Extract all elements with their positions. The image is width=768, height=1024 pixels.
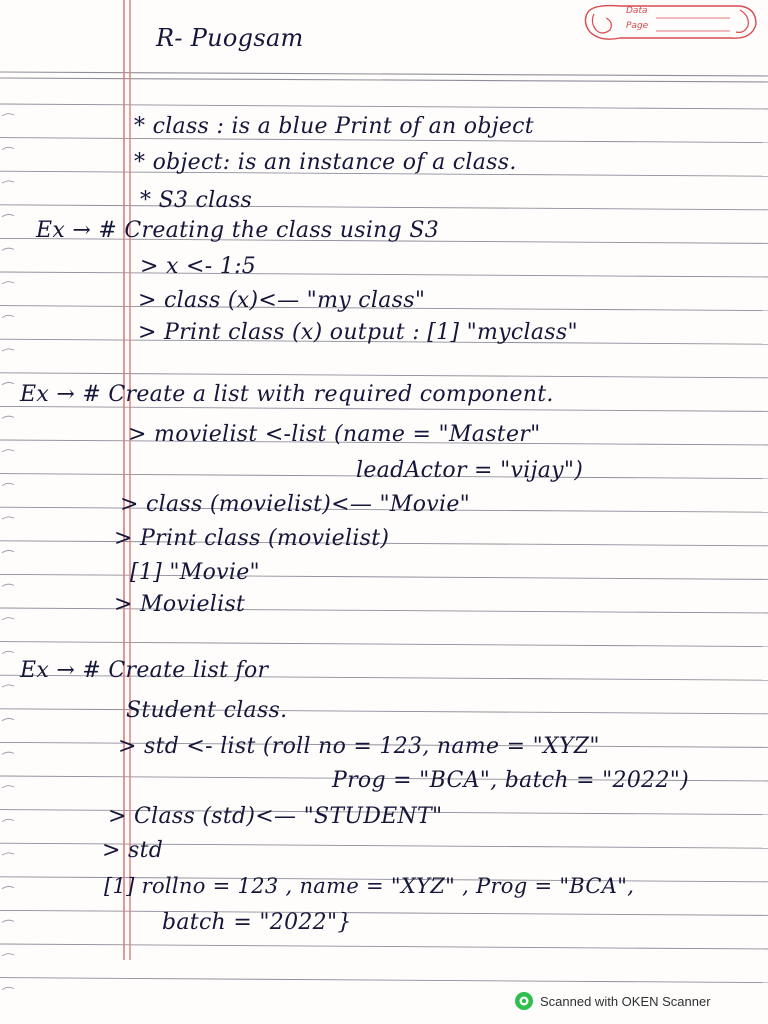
edge-tick	[2, 416, 14, 418]
scanner-label: Scanned with OKEN Scanner	[540, 993, 711, 1009]
ruled-line	[0, 205, 768, 210]
edge-tick	[2, 315, 14, 317]
edge-tick	[2, 752, 14, 754]
code-line: > x <- 1:5	[140, 254, 257, 279]
data-page-badge	[580, 0, 760, 44]
edge-tick	[2, 483, 14, 485]
note-line: * object: is an instance of a class.	[134, 150, 517, 175]
edge-tick	[2, 181, 14, 183]
ruled-line	[0, 978, 768, 983]
oken-scanner-logo-icon	[514, 991, 534, 1011]
header-rule	[0, 78, 768, 82]
edge-tick	[2, 887, 14, 889]
scanner-watermark	[514, 990, 711, 1012]
edge-tick	[2, 584, 14, 586]
ruled-line	[0, 373, 768, 378]
code-line: > Class (std)<— "STUDENT"	[108, 804, 443, 829]
note-line: * class : is a blue Print of an object	[134, 114, 534, 139]
edge-tick	[2, 954, 14, 956]
note-line: * S3 class	[140, 188, 253, 213]
edge-tick	[2, 551, 14, 553]
edge-tick	[2, 786, 14, 788]
ruled-line	[0, 104, 768, 109]
code-line: > std <- list (roll no = 123, name = "XYZ"	[118, 734, 600, 759]
edge-tick	[2, 248, 14, 250]
edge-tick	[2, 517, 14, 519]
output-line: [1] "Movie"	[130, 560, 260, 585]
note-line: Student class.	[126, 698, 288, 723]
ruled-line	[0, 944, 768, 949]
edge-tick	[2, 147, 14, 149]
edge-tick	[2, 450, 14, 452]
edge-tick	[2, 920, 14, 922]
page-title: R- Puogsam	[156, 24, 304, 52]
code-line: > Print class (x) output : [1] "myclass"	[138, 320, 578, 345]
edge-tick	[2, 651, 14, 653]
code-line: > Movielist	[114, 592, 246, 617]
note-line: Ex → # Creating the class using S3	[36, 218, 439, 243]
output-line: [1] rollno = 123 , name = "XYZ" , Prog = "BCA",	[104, 874, 635, 898]
code-line: > std	[102, 838, 164, 863]
edge-tick	[2, 685, 14, 687]
edge-tick	[2, 618, 14, 620]
badge-page-label: Page	[626, 21, 649, 31]
edge-tick	[2, 114, 14, 116]
note-line: Ex → # Create a list with required component.	[20, 382, 554, 407]
header-rule	[0, 72, 768, 76]
note-line: Ex → # Create list for	[20, 658, 269, 683]
edge-tick	[2, 819, 14, 821]
ruled-line	[0, 406, 768, 411]
code-line: leadActor = "vijay")	[356, 458, 584, 483]
edge-tick	[2, 282, 14, 284]
edge-tick	[2, 853, 14, 855]
code-line: > class (x)<— "my class"	[138, 288, 426, 313]
ruled-line	[0, 272, 768, 277]
code-line: Prog = "BCA", batch = "2022")	[332, 768, 690, 793]
code-line: > Print class (movielist)	[114, 526, 390, 551]
ruled-line	[0, 574, 768, 579]
output-line: batch = "2022"}	[162, 910, 352, 935]
ruled-line	[0, 910, 768, 915]
edge-tick	[2, 215, 14, 217]
ruled-line	[0, 709, 768, 714]
badge-frame-icon	[580, 0, 760, 44]
edge-tick	[2, 383, 14, 385]
code-line: > class (movielist)<— "Movie"	[120, 492, 471, 517]
code-line: > movielist <-list (name = "Master"	[128, 422, 541, 447]
edge-tick	[2, 719, 14, 721]
ruled-line	[0, 642, 768, 647]
badge-data-label: Data	[626, 6, 648, 16]
edge-tick	[2, 987, 14, 989]
page-edge-ticks	[2, 114, 14, 990]
edge-tick	[2, 349, 14, 351]
